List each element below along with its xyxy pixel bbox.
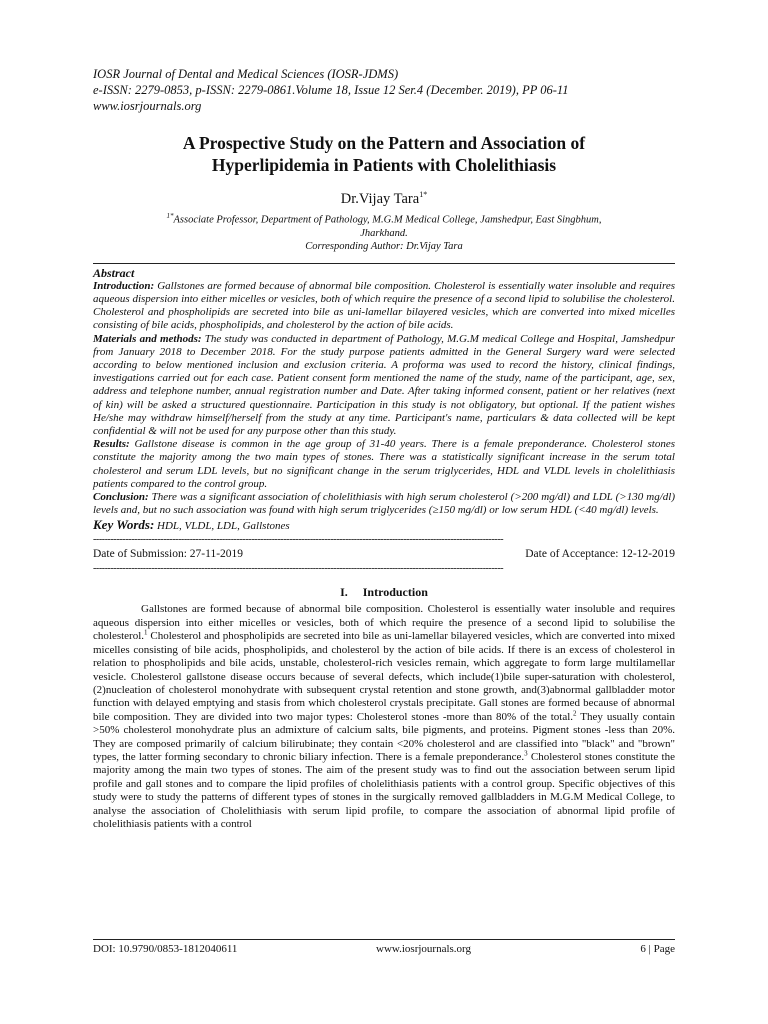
dash-separator-top: --------------------------------------------------------------------------------------------------------------------------------------------: [93, 534, 504, 546]
dates-row: [93, 546, 675, 562]
keywords: [93, 517, 675, 534]
journal-header: [93, 66, 675, 114]
affiliation-sup: 1*: [166, 211, 174, 220]
author-name: Dr.Vijay Tara: [340, 190, 420, 207]
paper-title: [93, 132, 675, 176]
affiliation-line-1: Associate Professor, Department of Pathology, M.G.M Medical College, Jamshedpur, East Singbhum,: [173, 214, 602, 226]
results-text: Gallstone disease is common in the age group of 31-40 years. There is a female preponderance. Cholesterol stones constitute the majority among the two main types of stones. There was a statistically significant increase in the serum total cholesterol and serum LDL levels, but no significant change in the serum triglycerides, HDL and VLDL levels in cholelithiasis patients compared to the control group.: [93, 438, 675, 490]
journal-name: IOSR Journal of Dental and Medical Sciences (IOSR-JDMS): [93, 67, 399, 81]
abstract-heading: Abstract: [93, 265, 135, 280]
dash-separator-bottom: --------------------------------------------------------------------------------------------------------------------------------------------: [93, 563, 504, 575]
intro-para-part-3: They usually contain >50% cholesterol monohydrate plus an admixture of calcium salts, bile pigments, and proteins. Pigment stones -less than 20%. They are composed primarily of calcium bilirubinate; they contain <20% cholesterol and are classified into "black" and "brown" types, the latter forming secondary to chronic biliary infection. There is a female preponderance.: [93, 710, 675, 763]
paper-page: [93, 66, 675, 831]
acceptance-date: Date of Acceptance: 12-12-2019: [525, 548, 675, 561]
affiliation-line-2: Jharkhand.: [360, 227, 408, 239]
section-heading: I. Introduction: [340, 585, 428, 600]
author-line: [93, 186, 675, 208]
submission-date: Date of Submission: 27-11-2019: [93, 548, 244, 561]
results-label: Results:: [93, 438, 130, 451]
intro-para-part-1: Gallstones are formed because of abnormal bile composition. Cholesterol is essentially water insoluble and requires aqueous dispersion into either micelles or vesicles, both of which require the presence of a second lipid to solubilise the cholesterol.: [93, 603, 675, 643]
footer-rule: [93, 939, 675, 940]
intro-para-part-2: Cholesterol and phospholipids are secreted into bile as uni-lamellar bilayered vesicles, which are converted into mixed micelles consisting of bile acids, phospholipids, and cholesterol by the action of bile acids. If there is an excess of cholesterol in relation to phospholipids and bile acids, unstable, cholesterol-rich vesicles remain, which aggregate to form large multilamellar vesicle. Cholesterol gallstone disease occurs because of several defects, which include(1)bile super-saturation with cholesterol,(2)nucleation of cholesterol monohydrate with subsequent crystal retention and stone growth, and(3)abnormal gallbladder motor function with delayed emptying and stasis from which cholesterol crystals precipitate. Gall stones are formed because of abnormal bile composition. They are divided into two major types: Cholesterol stones -more than 80% of the total.: [93, 630, 675, 723]
corresponding-author: Corresponding Author: Dr.Vijay Tara: [305, 241, 463, 253]
journal-website: www.iosrjournals.org: [93, 99, 202, 113]
citation-2: 2: [573, 709, 577, 718]
conclusion-label: Conclusion:: [93, 491, 149, 504]
author-sup: 1*: [419, 190, 428, 199]
abstract-rule: [93, 263, 675, 264]
conclusion-text: There was a significant association of cholelithiasis with high serum cholesterol (>200 mg/dl) and LDL (>130 mg/dl) levels and, but no such association was found with high serum triglycerides (≥150 mg/dl) or low serum HDL (<40 mg/dl) levels.: [93, 491, 675, 517]
footer-website: www.iosrjournals.org: [376, 943, 472, 955]
footer-page-number: 6 | Page: [640, 943, 675, 955]
abstract-methods: [93, 333, 675, 439]
keywords-text: HDL, VLDL, LDL, Gallstones: [154, 520, 290, 533]
citation-1: 1: [144, 628, 148, 637]
title-line-1: A Prospective Study on the Pattern and Association of: [182, 133, 586, 153]
methods-text: The study was conducted in department of Pathology, M.G.M medical College and Hospital, Jamshedpur from January 2018 to December 2018. For the study purpose patients admitted in the General Surgery ward were selected according to below mentioned inclusion and exclusion criteria. A proforma was used to record the history, clinical findings, investigations carried out for each case. Patient consent form mentioned the name of the study, name of the participant, age, sex, address and telephone number, annual registration number and Date. After taking informed consent, patient or her relatives (next of kin) will be asked a structured questionnaire. Participation in this study is not obligatory, but optional. If the patient wishes He/she may withdraw himself/herself from the study at any time. Participant's name, particulars & data collected will be kept confidential & will not be used for any purpose other than this study.: [93, 332, 675, 438]
abstract-results: [93, 438, 675, 491]
intro-text: Gallstones are formed because of abnormal bile composition. Cholesterol is essentially water insoluble and requires aqueous dispersion into either micelles or vesicles, both of which require the presence of a second lipid to solubilise the cholesterol. Cholesterol and phospholipids are secreted into bile as uni-lamellar bilayered vesicles, which are converted into mixed micelles consisting of bile acids, phospholipids, and cholesterol by the action of bile acids.: [93, 279, 675, 332]
citation-3: 3: [524, 749, 528, 758]
abstract-conclusion: [93, 491, 675, 517]
title-line-2: Hyperlipidemia in Patients with Cholelithiasis: [211, 155, 557, 175]
intro-label: Introduction:: [93, 279, 155, 292]
methods-label: Materials and methods:: [93, 332, 202, 345]
intro-para-part-4: Cholesterol stones constitute the majority among the main two types of stones. The aim of the present study was to find out the association between serum lipid profile and gall stones and to compare the lipid profiles of cholelithiasis patients with a control group. Specific objectives of this study were to study the patterns of different types of stones in the surgically removed gallbladders in M.G.M Medical College, to analyse the association of Cholelithiasis with serum lipid profile, to compare the association of abnormal lipid profile of cholelithiasis patients with a control: [93, 750, 675, 830]
keywords-label: Key Words:: [93, 517, 155, 533]
introduction-paragraph: [93, 603, 675, 831]
footer-doi: DOI: 10.9790/0853-1812040611: [93, 943, 238, 955]
affiliation: [93, 210, 675, 254]
journal-issn: e-ISSN: 2279-0853, p-ISSN: 2279-0861.Volume 18, Issue 12 Ser.4 (December. 2019), PP 06-11: [93, 83, 569, 97]
abstract-introduction: [93, 280, 675, 333]
